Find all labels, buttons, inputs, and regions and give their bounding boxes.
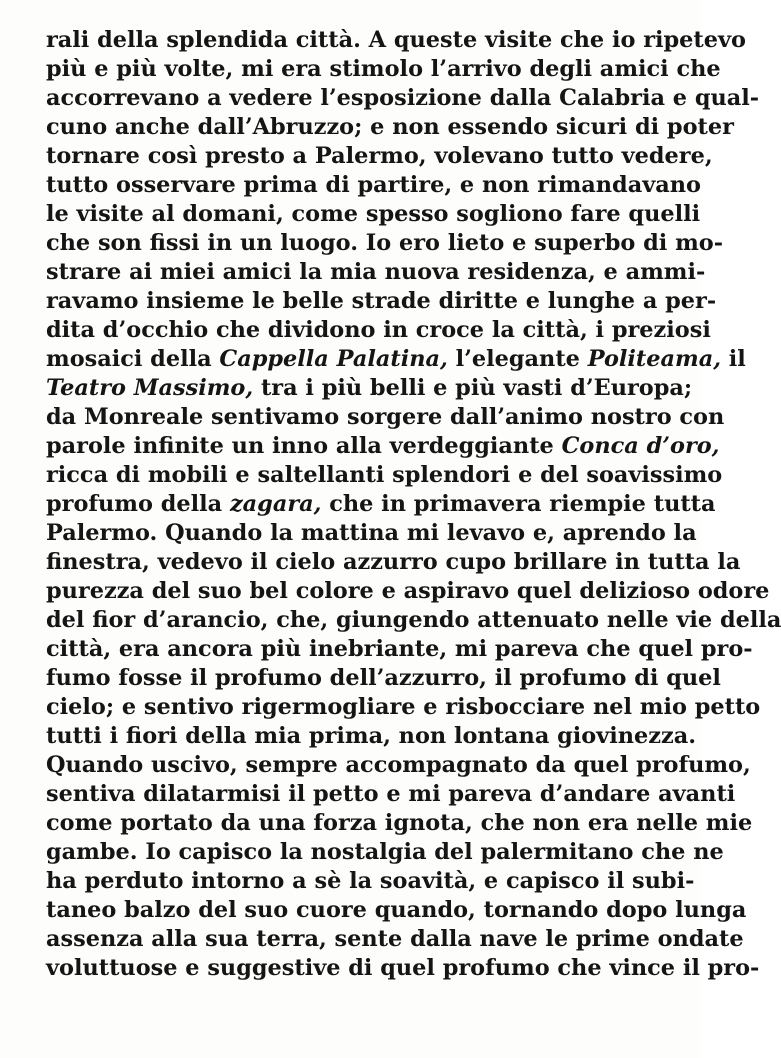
text-line: ravamo insieme le belle strade diritte e lunghe a per- [46,288,717,314]
text-line: ha perduto intorno a sè la soavità, e capisco il subi- [46,868,695,894]
text-run: mosaici della [46,346,220,372]
text-line: da Monreale sentivamo sorgere dall’animo nostro con [46,404,725,430]
text-line: che son fissi in un luogo. Io ero lieto e superbo di mo- [46,230,723,256]
text-line [46,490,716,519]
text-run: parole infinite un inno alla verdeggiante [46,433,562,459]
text-run: tra i più belli e più vasti d’Europa; [253,375,693,401]
text-line: strare ai miei amici la mia nuova residenza, e ammi- [46,259,706,285]
text-line: tornare così presto a Palermo, volevano tutto vedere, [46,143,713,169]
italic-run: Teatro Massimo, [46,375,254,401]
text-line: le visite al domani, come spesso sogliono fare quelli [46,201,701,227]
text-line: come portato da una forza ignota, che non era nelle mie [46,810,753,836]
text-line: gambe. Io capisco la nostalgia del palermitano che ne [46,839,724,865]
text-line: finestra, vedevo il cielo azzurro cupo brillare in tutta la [46,549,741,575]
text-line: voluttuose e suggestive di quel profumo che vince il pro- [46,955,760,981]
italic-run: Conca d’oro, [561,433,720,459]
text-line [46,345,746,374]
text-line: città, era ancora più inebriante, mi pareva che quel pro- [46,636,753,662]
text-line: più e più volte, mi era stimolo l’arrivo degli amici che [46,56,721,82]
text-line: ricca di mobili e saltellanti splendori e del soavissimo [46,462,723,488]
text-line [46,432,720,461]
text-run: l’elegante [447,346,588,372]
text-line: sentiva dilatarmisi il petto e mi pareva d’andare avanti [46,781,736,807]
body-text [46,26,781,983]
text-line: taneo balzo del suo cuore quando, tornando dopo lunga [46,897,747,923]
italic-run: Politeama, [587,346,721,372]
text-line: fumo fosse il profumo dell’azzurro, il profumo di quel [46,665,721,691]
text-line: del fior d’arancio, che, giungendo attenuato nelle vie della [46,607,781,633]
text-run: che in primavera riempie tutta [321,491,716,517]
text-line: tutto osservare prima di partire, e non rimandavano [46,172,701,198]
text-line: dita d’occhio che dividono in croce la città, i preziosi [46,317,711,343]
text-line: cielo; e sentivo rigermogliare e risbocciare nel mio petto [46,694,761,720]
text-line: Palermo. Quando la mattina mi levavo e, aprendo la [46,520,697,546]
text-line: tutti i fiori della mia prima, non lontana giovinezza. [46,723,696,749]
text-line: assenza alla sua terra, sente dalla nave le prime ondate [46,926,744,952]
italic-run: Cappella Palatina, [219,346,448,372]
text-line: rali della splendida città. A queste visite che io ripetevo [46,27,746,53]
italic-run: zagara, [229,491,322,517]
text-line: Quando uscivo, sempre accompagnato da quel profumo, [46,752,751,778]
text-run: profumo della [46,491,230,517]
text-line: cuno anche dall’Abruzzo; e non essendo sicuri di poter [46,114,734,140]
text-run: il [721,346,746,372]
text-line: purezza del suo bel colore e aspiravo quel delizioso odore [46,578,770,604]
text-line [46,374,693,403]
text-line: accorrevano a vedere l’esposizione dalla Calabria e qual- [46,85,760,111]
